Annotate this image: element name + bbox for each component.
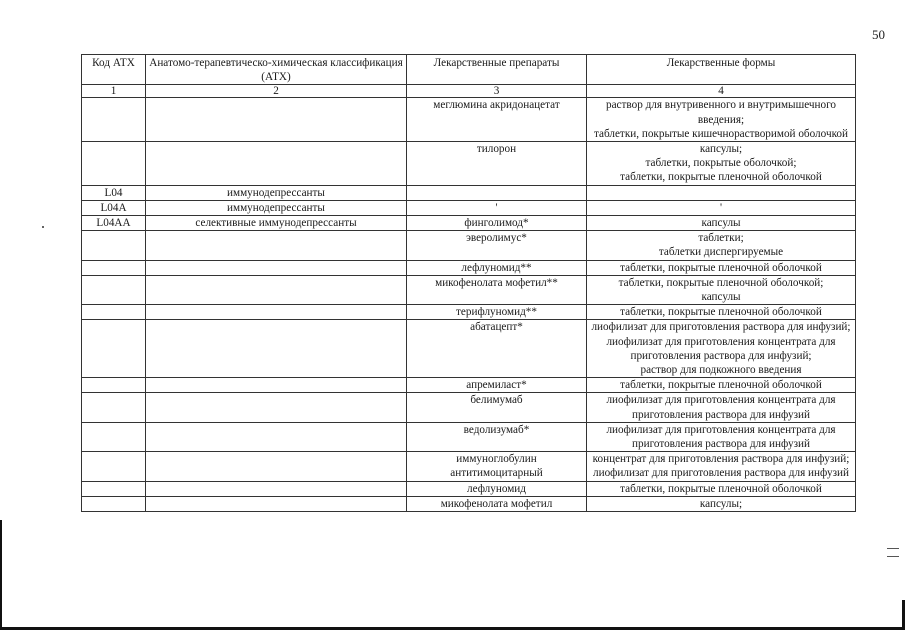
table-row xyxy=(82,393,856,422)
atx-class-cell-text: селективные иммунодепрессанты xyxy=(195,217,357,230)
drug-name-cell-text: меглюмина акридонацетат xyxy=(433,99,560,112)
atx-class-cell xyxy=(146,260,407,275)
drug-name-cell-text: микофенолата мофетил** xyxy=(435,276,558,289)
atx-code-cell xyxy=(82,275,146,304)
dosage-form-line: лиофилизат для приготовления раствора для инфузий; xyxy=(591,321,851,334)
dosage-forms-cell xyxy=(587,305,856,320)
table-row xyxy=(82,452,856,481)
atx-code-cell-text: L04AA xyxy=(96,217,131,230)
drug-name-cell xyxy=(407,216,587,231)
atx-code-cell xyxy=(82,185,146,200)
table-row xyxy=(82,142,856,186)
header-forms: Лекарственные формы xyxy=(587,55,856,85)
table-row xyxy=(82,231,856,260)
dosage-forms-cell xyxy=(587,185,856,200)
atx-class-cell xyxy=(146,275,407,304)
column-number: 2 xyxy=(146,85,407,98)
atx-class-cell xyxy=(146,216,407,231)
drug-name-cell-text: микофенолата мофетил xyxy=(440,497,553,510)
atx-code-cell xyxy=(82,393,146,422)
dosage-form-line: таблетки, покрытые кишечнорастворимой оболочкой xyxy=(593,127,849,140)
dosage-forms-cell xyxy=(587,231,856,260)
atx-class-cell-text: иммунодепрессанты xyxy=(227,201,325,214)
column-number: 3 xyxy=(407,85,587,98)
drug-name-cell xyxy=(407,496,587,511)
atx-class-cell-text: иммунодепрессанты xyxy=(227,186,325,199)
atx-code-cell xyxy=(82,200,146,215)
drug-name-cell xyxy=(407,142,587,186)
table-row xyxy=(82,260,856,275)
drug-name-cell-text: тилорон xyxy=(476,143,517,156)
dosage-form-line: капсулы; xyxy=(699,143,743,156)
dosage-form-line: капсулы; xyxy=(699,497,743,510)
column-number: 1 xyxy=(82,85,146,98)
dosage-form-line: капсулы xyxy=(701,291,741,304)
dosage-forms-cell xyxy=(587,98,856,142)
scan-bottom-edge xyxy=(0,627,905,630)
atx-class-cell xyxy=(146,393,407,422)
dosage-form-line: лиофилизат для приготовления раствора для инфузий xyxy=(593,467,849,480)
dosage-form-line: таблетки диспергируемые xyxy=(658,246,784,259)
dosage-form-line: таблетки, покрытые пленочной оболочкой xyxy=(620,482,822,495)
header-code: Код АТХ xyxy=(82,55,146,85)
atx-code-cell-text: L04 xyxy=(104,186,123,199)
atx-class-cell xyxy=(146,320,407,378)
table-row xyxy=(82,496,856,511)
atx-code-cell-text: L04A xyxy=(100,201,127,214)
atx-class-cell xyxy=(146,142,407,186)
dosage-forms-cell xyxy=(587,452,856,481)
dosage-form-line: лиофилизат для приготовления концентрата для приготовления раствора для инфузий; xyxy=(606,335,836,362)
dosage-form-line: ' xyxy=(719,201,723,214)
dosage-forms-cell xyxy=(587,142,856,186)
atx-code-cell xyxy=(82,142,146,186)
drug-name-cell xyxy=(407,260,587,275)
column-number-row xyxy=(82,85,856,98)
atx-class-cell xyxy=(146,378,407,393)
atx-class-cell xyxy=(146,98,407,142)
table-row xyxy=(82,305,856,320)
table-row xyxy=(82,378,856,393)
dosage-form-line: таблетки, покрытые пленочной оболочкой xyxy=(620,306,822,319)
atx-code-cell xyxy=(82,305,146,320)
header-drugs: Лекарственные препараты xyxy=(407,55,587,85)
dosage-forms-cell xyxy=(587,422,856,451)
table-row xyxy=(82,185,856,200)
dosage-forms-cell xyxy=(587,275,856,304)
table-row xyxy=(82,216,856,231)
dosage-form-line: таблетки, покрытые пленочной оболочкой xyxy=(620,261,822,274)
dosage-form-line: таблетки, покрытые оболочкой; xyxy=(645,157,797,170)
atx-code-cell xyxy=(82,260,146,275)
dosage-form-line: таблетки, покрытые пленочной оболочкой xyxy=(620,379,822,392)
dosage-forms-cell xyxy=(587,481,856,496)
atx-class-cell xyxy=(146,452,407,481)
page-number: 50 xyxy=(872,27,885,42)
header-row xyxy=(82,55,856,85)
drug-name-cell xyxy=(407,200,587,215)
dosage-form-line: таблетки, покрытые пленочной оболочкой; xyxy=(618,276,824,289)
drug-name-cell-text: ведолизумаб* xyxy=(463,423,530,436)
scan-edge-mark xyxy=(887,548,899,549)
drug-name-cell-text: финголимод* xyxy=(464,217,529,230)
atx-class-cell xyxy=(146,185,407,200)
drug-name-cell xyxy=(407,378,587,393)
atx-code-cell xyxy=(82,216,146,231)
atx-code-cell xyxy=(82,98,146,142)
table-body xyxy=(82,98,856,512)
drug-name-cell xyxy=(407,185,587,200)
dosage-form-line: лиофилизат для приготовления концентрата для приготовления раствора для инфузий xyxy=(606,394,836,421)
drug-name-cell-text: терифлуномид** xyxy=(456,306,537,319)
drug-name-cell xyxy=(407,275,587,304)
atx-code-cell xyxy=(82,452,146,481)
scan-left-edge xyxy=(0,520,2,630)
dosage-forms-cell xyxy=(587,378,856,393)
drug-name-cell-text: лефлуномид xyxy=(467,482,526,495)
dosage-form-line: концентрат для приготовления раствора для инфузий; xyxy=(592,453,850,466)
atx-table xyxy=(81,54,856,512)
drug-name-cell-text: иммуноглобулин антитимоцитарный xyxy=(450,453,543,480)
drug-name-cell-text: белимумаб xyxy=(470,394,523,407)
dosage-forms-cell xyxy=(587,216,856,231)
dosage-forms-cell xyxy=(587,200,856,215)
table-row xyxy=(82,422,856,451)
drug-name-cell-text: абатацепт* xyxy=(470,321,523,334)
atx-class-cell xyxy=(146,305,407,320)
table-row xyxy=(82,275,856,304)
atx-code-cell xyxy=(82,422,146,451)
drug-name-cell-text: апремиласт* xyxy=(466,379,527,392)
atx-code-cell xyxy=(82,231,146,260)
atx-code-cell xyxy=(82,378,146,393)
drug-name-cell-text: лефлуномид** xyxy=(461,261,532,274)
atx-class-cell xyxy=(146,231,407,260)
table-row xyxy=(82,98,856,142)
drug-name-cell xyxy=(407,98,587,142)
table-row xyxy=(82,200,856,215)
atx-code-cell xyxy=(82,481,146,496)
header-classification: Анатомо-терапевтическо-химическая классификация (АТХ) xyxy=(146,55,407,85)
dosage-form-line: раствор для подкожного введения xyxy=(640,364,802,377)
table-row xyxy=(82,320,856,378)
drug-name-cell-text: эверолимус* xyxy=(466,232,527,245)
atx-class-cell xyxy=(146,422,407,451)
dosage-form-line: лиофилизат для приготовления концентрата для приготовления раствора для инфузий xyxy=(606,423,836,451)
dosage-forms-cell xyxy=(587,260,856,275)
column-number: 4 xyxy=(587,85,856,98)
atx-class-cell xyxy=(146,200,407,215)
drug-name-cell xyxy=(407,305,587,320)
atx-class-cell xyxy=(146,481,407,496)
atx-code-cell xyxy=(82,320,146,378)
atx-class-cell xyxy=(146,496,407,511)
drug-name-cell xyxy=(407,231,587,260)
dosage-forms-cell xyxy=(587,320,856,378)
scan-edge-mark xyxy=(887,556,899,557)
atx-code-cell xyxy=(82,496,146,511)
dosage-form-line: раствор для внутривенного и внутримышечного введения; xyxy=(605,99,836,126)
drug-name-cell xyxy=(407,452,587,481)
dosage-form-line: таблетки; xyxy=(698,232,744,245)
drug-name-cell-text: ' xyxy=(495,201,498,214)
table-header xyxy=(82,55,856,98)
drug-name-cell xyxy=(407,393,587,422)
table-row xyxy=(82,481,856,496)
dosage-form-line: капсулы xyxy=(701,217,741,230)
drug-name-cell xyxy=(407,320,587,378)
drug-name-cell xyxy=(407,422,587,451)
dosage-forms-cell xyxy=(587,393,856,422)
scan-artifact-dot xyxy=(42,226,44,228)
dosage-form-line: таблетки, покрытые пленочной оболочкой xyxy=(620,171,822,184)
dosage-forms-cell xyxy=(587,496,856,511)
drug-name-cell xyxy=(407,481,587,496)
